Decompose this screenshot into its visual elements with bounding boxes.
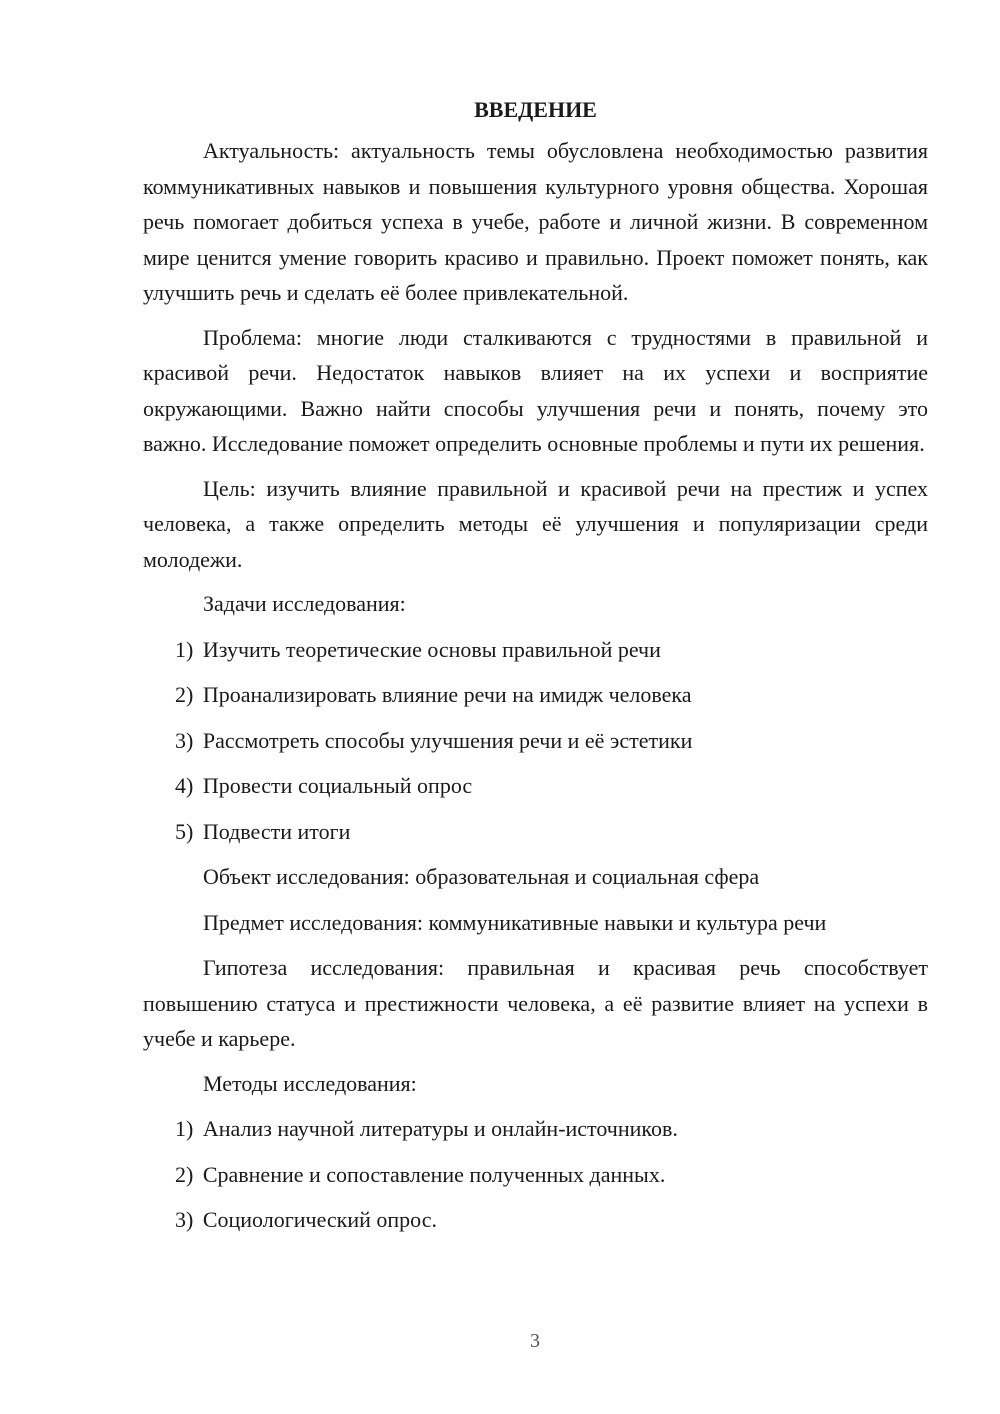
list-item <box>143 768 928 804</box>
list-item-text: Провести социальный опрос <box>202 773 473 798</box>
list-item <box>143 814 928 850</box>
list-item <box>143 632 928 668</box>
object-line: Объект исследования: образовательная и социальная сфера <box>203 864 760 889</box>
list-item <box>143 1111 928 1147</box>
hypothesis-paragraph: Гипотеза исследования: правильная и красивая речь способствует повышению статуса и престижности человека, а её развитие влияет на успехи в учебе и карьере. <box>143 955 928 1051</box>
list-item <box>143 677 928 713</box>
list-item-number: 4) <box>175 773 194 798</box>
list-item-text: Сравнение и сопоставление полученных данных. <box>202 1161 666 1187</box>
list-item-text: Проанализировать влияние речи на имидж человека <box>202 682 692 707</box>
page-number: 3 <box>530 1330 540 1352</box>
page-content <box>143 91 928 1248</box>
list-item-number: 1) <box>175 636 194 662</box>
relevance-paragraph: Актуальность: актуальность темы обусловлена необходимостью развития коммуникативных навыков и повышения культурного уровня общества. Хорошая речь помогает добиться успеха в учебе, работе и личной жизни. В современном мире ценится умение говорить красиво и правильно. Проект поможет понять, как улучшить речь и сделать её более привлекательной. <box>143 138 928 305</box>
list-item-number: 1) <box>175 1116 194 1141</box>
subject-line: Предмет исследования: коммуникативные навыки и культура речи <box>203 909 827 935</box>
list-item-number: 2) <box>175 682 194 707</box>
list-item-number: 2) <box>175 1161 194 1187</box>
list-item <box>143 1157 928 1193</box>
methods-list <box>143 1111 928 1238</box>
list-item-number: 3) <box>175 1207 194 1232</box>
goal-paragraph: Цель: изучить влияние правильной и красивой речи на престиж и успех человека, а также определить методы её улучшения и популяризации среди молодежи. <box>143 475 928 572</box>
methods-label: Методы исследования: <box>203 1070 417 1096</box>
list-item-number: 3) <box>175 727 194 753</box>
tasks-label: Задачи исследования: <box>203 591 406 616</box>
list-item-text: Подвести итоги <box>202 818 351 844</box>
list-item-text: Анализ научной литературы и онлайн-источников. <box>202 1116 678 1141</box>
problem-paragraph: Проблема: многие люди сталкиваются с трудностями в правильной и красивой речи. Недостаток навыков влияет на их успехи и восприятие окружающими. Важно найти способы улучшения речи и понять, почему это важно. Исследование поможет определить основные проблемы и пути их решения. <box>143 324 928 456</box>
list-item-number: 5) <box>175 818 194 844</box>
list-item <box>143 723 928 759</box>
list-item-text: Социологический опрос. <box>202 1207 437 1232</box>
tasks-list <box>143 632 928 850</box>
list-item <box>143 1202 928 1238</box>
page-title: ВВЕДЕНИЕ <box>474 97 597 122</box>
list-item-text: Рассмотреть способы улучшения речи и её эстетики <box>202 727 693 753</box>
list-item-text: Изучить теоретические основы правильной речи <box>202 636 661 662</box>
